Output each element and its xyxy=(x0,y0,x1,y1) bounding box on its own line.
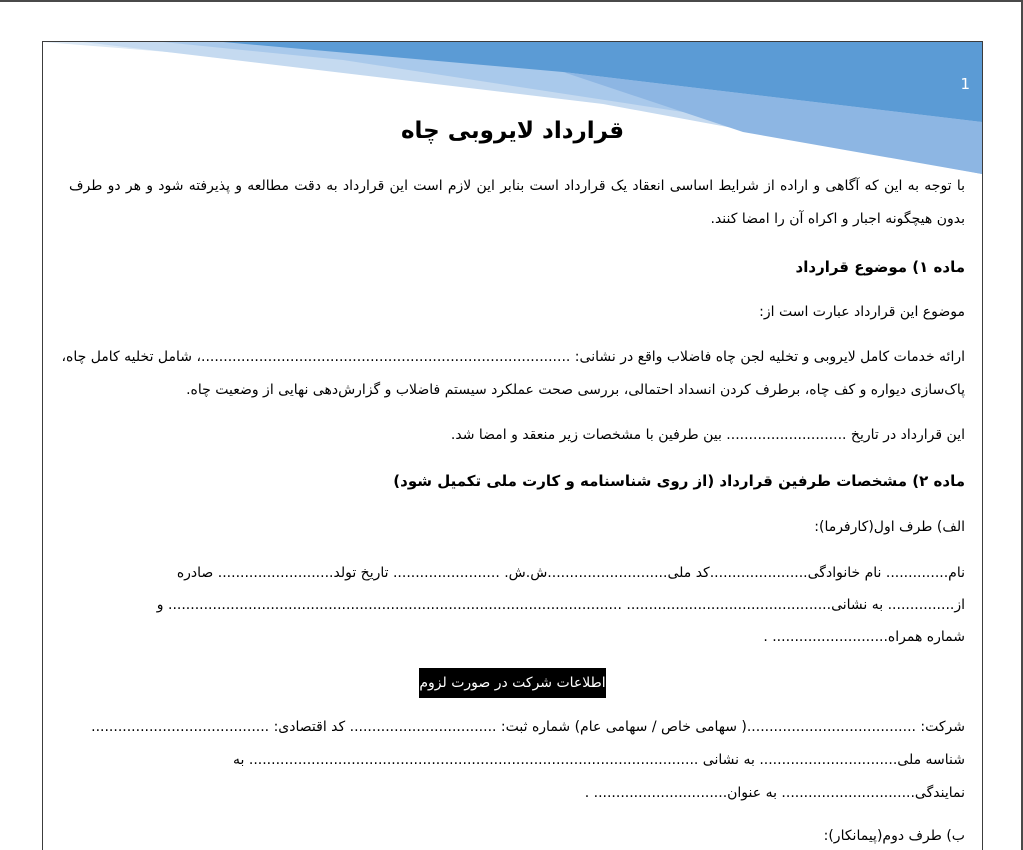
article-1-date-line: این قرارداد در تاریخ ........................... بین طرفین با مشخصات زیر منعقد و امضا شد. xyxy=(450,427,965,443)
document-title: قرارداد لایروبی چاه xyxy=(400,118,625,144)
document-page xyxy=(42,41,983,850)
party-a-line-1: نام.............. نام خانوادگی......................کد ملی...........................ش.ش. ........................ تاریخ تولد.......................... صادره xyxy=(176,565,965,581)
company-line-1: شرکت: ......................................( سهامی خاص / سهامی عام) شماره ثبت: ................................. کد اقتصادی: ........................................ xyxy=(91,719,965,735)
company-line-2: شناسه ملی............................... به نشانی ..................................................................................................... به xyxy=(233,752,965,768)
article-1-heading: ماده ۱) موضوع قرارداد xyxy=(795,258,965,276)
company-line-3: نمایندگی.............................. به عنوان.............................. . xyxy=(584,785,965,801)
party-a-line-2: از............... به نشانی.............................................. ...................................................................................................... و xyxy=(156,597,965,613)
article-2-heading: ماده ۲) مشخصات طرفین قرارداد (از روی شناسنامه و کارت ملی تکمیل شود) xyxy=(393,472,965,490)
party-b-heading: ب) طرف دوم(پیمانکار): xyxy=(823,828,965,844)
page-number: 1 xyxy=(960,75,970,93)
intro-line-1: با توجه به این که آگاهی و اراده از شرایط اساسی انعقاد یک قرارداد است بنابر این لازم است این قرارداد به دقت مطالعه و پذیرفته شود و هر دو طرف xyxy=(69,178,965,194)
header-decoration xyxy=(43,42,982,177)
article-1-description-line-1: ارائه خدمات کامل لایروبی و تخلیه لجن چاه فاضلاب واقع در نشانی: ...................................................................................، شامل تخلیه کامل چاه، xyxy=(61,349,965,365)
viewer-top-border xyxy=(0,0,1023,2)
party-a-line-3: شماره همراه.......................... . xyxy=(763,629,965,645)
intro-line-2: بدون هیچگونه اجبار و اکراه آن را امضا کنند. xyxy=(710,211,965,227)
article-1-subject-intro: موضوع این قرارداد عبارت است از: xyxy=(759,304,965,320)
company-info-banner: اطلاعات شرکت در صورت لزوم xyxy=(419,668,606,698)
party-a-heading: الف) طرف اول(کارفرما): xyxy=(814,519,965,535)
article-1-description-line-2: پاک‌سازی دیواره و کف چاه، برطرف کردن انسداد احتمالی، بررسی صحت عملکرد سیستم فاضلاب و گزارش‌دهی نهایی از وضعیت چاه. xyxy=(186,382,965,398)
